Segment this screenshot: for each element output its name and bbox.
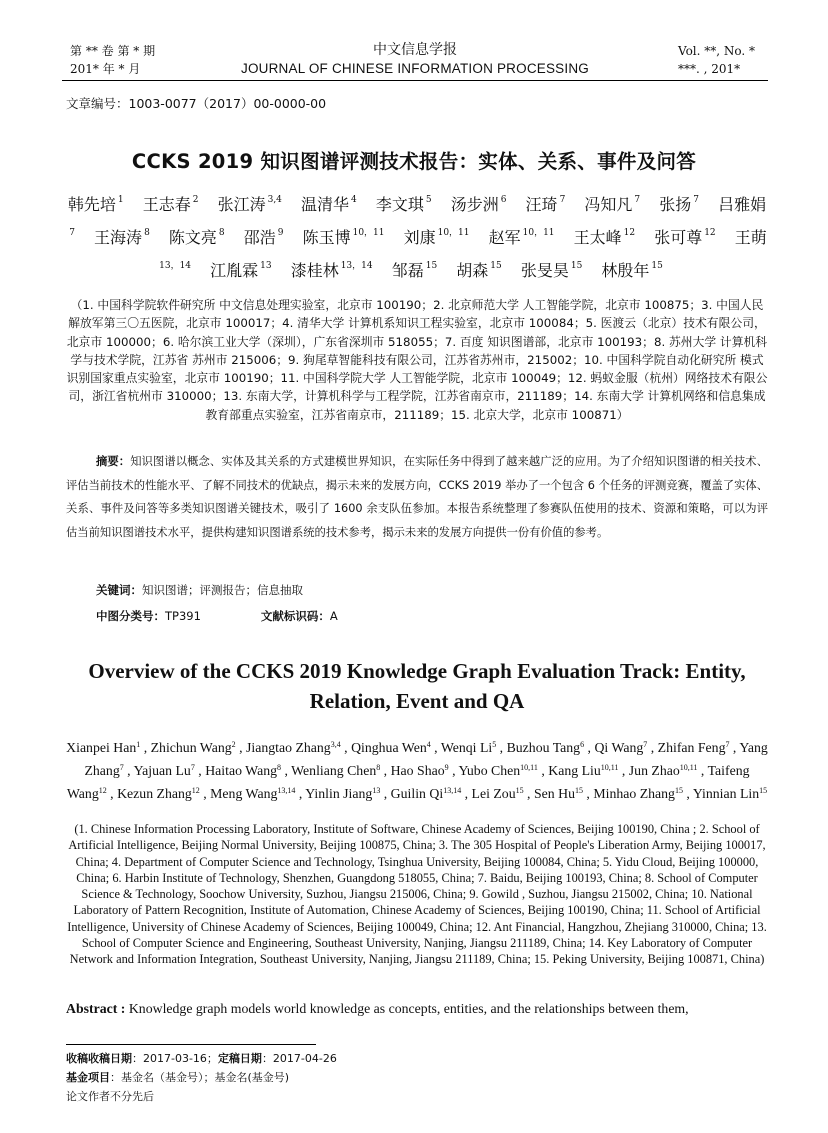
- author-cn-affiliation-mark: 10，11: [352, 228, 385, 238]
- journal-name-cn: 中文信息学报: [373, 42, 457, 58]
- footnote-note: 论文作者不分先后: [66, 1090, 154, 1103]
- author-cn-affiliation-mark: 15: [651, 261, 663, 271]
- abstract-cn-text: 知识图谱以概念、实体及其关系的方式建模世界知识，在实际任务中得到了越来越广泛的应用。为了介绍知识图谱的相关技术、评估当前技术的性能水平、了解不同技术的优缺点，揭示未来的发展方向，CCKS 2019 举办了一个包含 6 个任务的评测竞赛，覆盖了实体、关系、事件及问答等多类知识图谱关键技术，吸引了 1600 余支队伍参加。本报告系统整理了参赛队伍使用的技术、资源和策略，可以为评估当前知识图谱技术水平，提供构建知识图谱系统的技术参考，揭示未来的发展方向提供一份有价值的参考。: [66, 455, 768, 539]
- author-en-affiliation-mark: 7: [725, 740, 730, 749]
- author-cn: 林殷年: [601, 261, 650, 280]
- abstract-cn: [66, 450, 768, 544]
- author-en-affiliation-mark: 10,11: [600, 763, 619, 773]
- author-en: Kang Liu: [548, 763, 601, 779]
- keywords-cn-text: 知识图谱；评测报告；信息抽取: [142, 583, 303, 597]
- author-en: Yang Zhang: [84, 740, 768, 779]
- author-cn-affiliation-mark: 15: [570, 261, 583, 271]
- author-cn-affiliation-mark: 12: [623, 228, 636, 238]
- author-en-affiliation-mark: 15: [515, 786, 524, 796]
- author-en-affiliation-mark: 8: [376, 763, 381, 773]
- author-cn-affiliation-mark: 15: [425, 261, 438, 271]
- doc-code-label: 文献标识码：: [260, 609, 330, 623]
- author-en: Jiangtao Zhang: [246, 740, 331, 755]
- author-en-affiliation-mark: 13,14: [277, 786, 296, 796]
- author-en-affiliation-mark: 6: [580, 740, 585, 749]
- author-cn: 温清华: [301, 195, 350, 214]
- author-cn: 汪琦: [525, 195, 558, 214]
- author-cn: 江胤霖: [210, 261, 259, 280]
- author-en-affiliation-mark: 9: [444, 763, 449, 773]
- author-cn-affiliation-mark: 15: [490, 261, 502, 271]
- abstract-en-label: Abstract :: [66, 1001, 126, 1016]
- vol-no: Vol. **, No. *: [678, 44, 756, 58]
- author-cn: 王海涛: [94, 228, 143, 247]
- abstract-cn-label: 摘要：: [96, 455, 131, 468]
- doc-code-value: A: [329, 609, 338, 623]
- author-cn-affiliation-mark: 9: [277, 228, 284, 238]
- author-cn-affiliation-mark: 7: [693, 195, 699, 205]
- author-en: Jun Zhao: [628, 763, 680, 779]
- article-number: 文章编号：1003-0077（2017）00-0000-00: [66, 96, 327, 111]
- author-cn-affiliation-mark: 8: [144, 228, 150, 238]
- clc-value: TP391: [165, 609, 201, 623]
- author-en-affiliation-mark: 15: [574, 786, 583, 796]
- author-en: Qi Wang: [594, 740, 644, 755]
- author-list-en: Xianpei Han$^1$ , Zhichun Wang$^2$ , Jiangtao Zhang$^{3,4}$ , Qinghua Wen$^4$ , Wenqi Li$^5$ , Buzhou Tang$^6$ , Qi Wang$^7$ , Zhifan Feng$^7$ , Yang Zhang$^7$ , Yajuan Lu$^7$ , Haitao Wang$^8$ , Wenliang Chen$^8$ , Hao Shao$^9$ , Yubo Chen$^{10,11}$ , Kang Liu$^{10,11}$ , Jun Zhao$^{10,11}$ , Taifeng Wang$^{12}$ , Kezun Zhang$^{12}$ , Meng Wang$^{13,14}$ , Yinlin Jiang$^{13}$ , Guilin Qi$^{13,14}$ , Lei Zou$^{15}$ , Sen Hu$^{15}$ , Minhao Zhang$^{15}$ , Yinnian Lin$^{15}$: [66, 740, 768, 802]
- fund-label: 基金项目: [66, 1071, 110, 1084]
- author-en: Lei Zou: [471, 786, 516, 802]
- keywords-cn-label: 关键词：: [96, 583, 142, 597]
- author-en-affiliation-mark: 3,4: [330, 740, 341, 749]
- author-cn-affiliation-mark: 6: [500, 195, 507, 205]
- paper-title-en: Overview of the CCKS 2019 Knowledge Graph Evaluation Track: Entity, Relation, Event and QA: [88, 659, 746, 713]
- author-en: Sen Hu: [533, 786, 575, 802]
- received-label: 收稿收稿日期: [66, 1052, 132, 1065]
- paper-title-cn: CCKS 2019 知识图谱评测技术报告：实体、关系、事件及问答: [131, 150, 697, 173]
- author-en: Yubo Chen: [458, 763, 521, 779]
- keywords-cn: [96, 582, 303, 598]
- author-cn: 陈文亮: [168, 228, 217, 247]
- author-cn: 王太峰: [573, 228, 622, 247]
- author-cn: 张江涛: [217, 195, 266, 214]
- author-cn-affiliation-mark: 1: [117, 195, 124, 205]
- author-cn-affiliation-mark: 13: [260, 261, 272, 271]
- running-header: [62, 40, 768, 78]
- author-en-affiliation-mark: 10,11: [679, 763, 698, 773]
- volume-issue: 第 ** 卷 第 * 期: [70, 44, 156, 58]
- vol-year: ***. , 201*: [678, 62, 741, 76]
- author-cn: 赵军: [488, 228, 521, 247]
- author-cn: 韩先培: [67, 195, 116, 214]
- final-value: ：2017-04-26: [261, 1052, 337, 1065]
- affiliations-cn: （1. 中国科学院软件研究所 中文信息处理实验室，北京市 100190；2. 北京师范大学 人工智能学院，北京市 100875；3. 中国人民解放军第三〇五医院，北京市 100017；4. 清华大学 计算机系知识工程实验室，北京市 100084；5. 医渡云（北京）技术有限公司，北京市 100000；6. 哈尔滨工业大学（深圳），广东省深圳市 518055；7. 百度 知识图谱部，北京市 100193；8. 苏州大学 计算机科学与技术学院，江苏省 苏州市 215006；9. 狗尾草智能科技有限公司，江苏省苏州市，215002；10. 中国科学院自动化研究所 模式识别国家重点实验室，北京市 100190；11. 中国科学院大学 人工智能学院，北京市 100049；12. 蚂蚁金服（杭州）网络技术有限公司，浙江省杭州市 310000；13. 东南大学，计算机科学与工程学院，江苏省南京市，211189；14. 东南大学 计算机网络和信息集成教育部重点实验室，江苏省南京市，211189；15. 北京大学，北京市 100871）: [66, 298, 768, 422]
- clc-label: 中图分类号：: [96, 609, 165, 623]
- author-cn-affiliation-mark: 7: [69, 228, 75, 238]
- author-cn-affiliation-mark: 10，11: [522, 228, 555, 238]
- author-en: Guilin Qi: [390, 786, 444, 802]
- author-cn-affiliation-mark: 13，14: [159, 261, 192, 271]
- author-cn-affiliation-mark: 3,4: [267, 195, 282, 205]
- affiliations-en: (1. Chinese Information Processing Laboratory, Institute of Software, Chinese Academy of Sciences, Beijing 100190, China ; 2. School of Artificial Intelligence, Beijing Normal University, Beijing 100875, China; 3. The 305 Hospital of People's Liberation Army, Beijing 100017, China; 4. Department of Computer Science and Technology, Tsinghua University, Beijing 100084, China; 5. Yidu Cloud, Beijing 100000, China; 6. Harbin Institute of Technology, Shenzhen, Guangdong 518055, China; 7. Baidu, Beijing 100193, China; 8. School of Computer Science & Technology, Soochow University, Suzhou, Jiangsu 215006, China; 9. Gowild , Suzhou, Jiangsu 215002, China; 10. National Laboratory of Pattern Recognition, Institute of Automation, Chinese Academy of Sciences, Beijing 100190, China; 11. School of Artificial Intelligence, University of Chinese Academy of Sciences, Beijing 100049, China; 12. Ant Financial, Hangzhou, Zhejiang 310000, China; 13. School of Computer Science and Engineering, Southeast University, Nanjing, Jiangsu 211189, China; 14. Key Laboratory of Computer Network and Information Integration, Southeast University, Nanjing, Jiangsu 211189, China; 15. Peking University, Beijing 100871, China): [67, 822, 767, 967]
- journal-name-en: JOURNAL OF CHINESE INFORMATION PROCESSING: [241, 61, 589, 76]
- author-en-affiliation-mark: 7: [643, 740, 648, 749]
- author-cn-affiliation-mark: 7: [559, 195, 566, 205]
- author-cn: 邹磊: [391, 261, 424, 280]
- author-cn: 张可尊: [654, 228, 703, 247]
- author-en: Minhao Zhang: [593, 786, 675, 802]
- author-en-affiliation-mark: 7: [119, 763, 124, 773]
- footnote-fund: [66, 1069, 289, 1085]
- author-cn: 张旻昊: [520, 261, 569, 280]
- author-en: Yinnian Lin: [692, 786, 760, 802]
- author-en-affiliation-mark: 15: [674, 786, 683, 796]
- author-en: Haitao Wang: [205, 763, 278, 779]
- fund-value: ：基金名（基金号）；基金名(基金号): [110, 1071, 290, 1084]
- volume-info-en: [678, 42, 764, 78]
- author-en: Qinghua Wen: [351, 740, 427, 755]
- author-en-affiliation-mark: 1: [136, 740, 141, 749]
- author-cn-affiliation-mark: 7: [634, 195, 641, 205]
- header-rule: [62, 80, 768, 81]
- author-cn-affiliation-mark: 4: [351, 195, 357, 205]
- author-cn: 张扬: [659, 195, 692, 214]
- received-value: ：2017-03-16；: [132, 1052, 218, 1065]
- author-cn: 吕雅娟: [718, 195, 767, 214]
- author-cn: 胡森: [456, 261, 489, 280]
- author-en: Zhifan Feng: [657, 740, 726, 755]
- journal-name: [62, 40, 768, 78]
- author-cn: 陈玉博: [302, 228, 351, 247]
- author-cn-affiliation-mark: 10，11: [437, 228, 470, 238]
- classification-cn: [96, 608, 338, 624]
- author-en-affiliation-mark: 13,14: [443, 786, 462, 796]
- author-en: Hao Shao: [390, 763, 445, 779]
- author-cn: 汤步洲: [450, 195, 499, 214]
- author-en: Yinlin Jiang: [305, 786, 373, 802]
- author-list-cn: [64, 186, 770, 285]
- author-en-affiliation-mark: 2: [231, 740, 236, 749]
- author-en: Zhichun Wang: [150, 740, 232, 755]
- author-en: Kezun Zhang: [117, 786, 192, 802]
- author-cn-affiliation-mark: 5: [425, 195, 432, 205]
- author-en: Taifeng Wang: [66, 763, 750, 802]
- author-cn-affiliation-mark: 2: [192, 195, 199, 205]
- author-en-affiliation-mark: 5: [492, 740, 497, 749]
- author-cn-affiliation-mark: 12: [704, 228, 716, 238]
- author-cn: 漆桂林: [290, 261, 339, 280]
- author-cn: 王萌: [734, 228, 767, 247]
- author-en-affiliation-mark: 12: [98, 786, 107, 796]
- footnote-dates: [66, 1050, 337, 1066]
- footnote-rule: [66, 1044, 316, 1045]
- author-en-affiliation-mark: 8: [277, 763, 282, 773]
- author-en-affiliation-mark: 10,11: [520, 763, 538, 773]
- year-month: 201* 年 * 月: [70, 62, 141, 76]
- author-en-affiliation-mark: 15: [759, 786, 768, 796]
- author-cn-affiliation-mark: 8: [218, 228, 225, 238]
- abstract-en: [66, 1000, 770, 1018]
- author-cn: 冯知凡: [584, 195, 633, 214]
- author-en: Yajuan Lu: [133, 763, 191, 779]
- author-en-affiliation-mark: 7: [190, 763, 195, 773]
- author-cn: 邵浩: [243, 228, 276, 247]
- author-cn-affiliation-mark: 13，14: [340, 261, 373, 271]
- author-en-affiliation-mark: 4: [426, 740, 431, 749]
- author-en: Wenqi Li: [440, 740, 493, 755]
- author-cn: 刘康: [403, 228, 436, 247]
- author-en: Meng Wang: [210, 786, 278, 802]
- final-label: 定稿日期: [217, 1052, 262, 1065]
- author-cn: 王志春: [142, 195, 191, 214]
- author-en-affiliation-mark: 12: [191, 786, 200, 796]
- author-en-affiliation-mark: 13: [372, 786, 381, 796]
- author-cn: 李文琪: [375, 195, 424, 214]
- author-en: Wenliang Chen: [291, 763, 377, 779]
- author-en: Buzhou Tang: [506, 740, 581, 755]
- abstract-en-text: Knowledge graph models world knowledge as concepts, entities, and the relationships between them,: [125, 1001, 689, 1016]
- author-en: Xianpei Han: [66, 740, 137, 755]
